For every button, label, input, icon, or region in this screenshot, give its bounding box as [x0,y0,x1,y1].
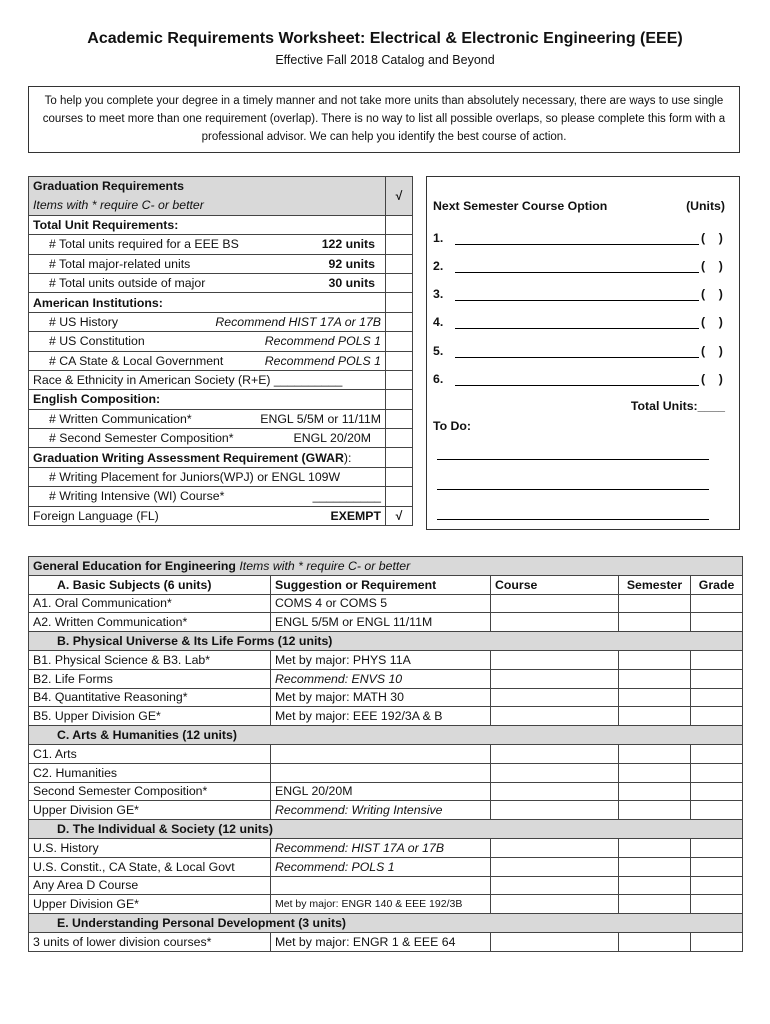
course-cell[interactable] [491,744,619,763]
course-cell[interactable] [491,669,619,688]
semester-cell[interactable] [619,688,691,707]
ge-suggestion: COMS 4 or COMS 5 [271,594,491,613]
ge-suggestion: Met by major: MATH 30 [271,688,491,707]
grade-cell[interactable] [691,895,743,914]
ge-label: Upper Division GE* [29,895,271,914]
ge-suggestion: Met by major: PHYS 11A [271,650,491,669]
section-c-heading: C. Arts & Humanities (12 units) [29,726,743,745]
ge-label: A2. Written Communication* [29,613,271,632]
gwar-heading: Graduation Writing Assessment Requirement (GWAR): [29,448,386,467]
grade-cell[interactable] [691,650,743,669]
semester-cell[interactable] [619,669,691,688]
course-option-line[interactable]: 4. ( ) [433,315,723,329]
grade-cell[interactable] [691,744,743,763]
course-cell[interactable] [491,763,619,782]
intro-box: To help you complete your degree in a timely manner and not take more units than absolutely necessary, there are ways to use single courses to meet more than one requirement (overlap). There is no way to list all possible overlaps, so please complete this form with a professional advisor. We can help you identify the best course of action. [28,86,740,153]
total-units-heading: Total Unit Requirements: [29,215,386,234]
semester-cell[interactable] [619,932,691,951]
course-option-line[interactable]: 6. ( ) [433,372,723,386]
ge-label: A1. Oral Communication* [29,594,271,613]
todo-line[interactable] [437,519,709,520]
check-cell[interactable] [386,235,413,254]
semester-cell[interactable] [619,594,691,613]
grade-cell[interactable] [691,707,743,726]
ge-label: B5. Upper Division GE* [29,707,271,726]
check-cell[interactable] [386,351,413,370]
course-cell[interactable] [491,801,619,820]
course-cell[interactable] [491,650,619,669]
grade-cell[interactable] [691,688,743,707]
ge-suggestion: Met by major: ENGR 1 & EEE 64 [271,932,491,951]
ge-label: B1. Physical Science & B3. Lab* [29,650,271,669]
grade-cell[interactable] [691,669,743,688]
todo-line[interactable] [437,459,709,460]
semester-cell[interactable] [619,782,691,801]
ge-suggestion: Recommend: ENVS 10 [271,669,491,688]
ge-label: U.S. Constit., CA State, & Local Govt [29,857,271,876]
ge-suggestion: Recommend: Writing Intensive [271,801,491,820]
american-row: # CA State & Local Government Recommend POLS 1 [29,351,386,370]
check-cell[interactable] [386,293,413,312]
semester-cell[interactable] [619,876,691,895]
section-d-heading: D. The Individual & Society (12 units) [29,820,743,839]
todo-line[interactable] [437,489,709,490]
page-subtitle: Effective Fall 2018 Catalog and Beyond [275,53,495,67]
ge-suggestion: Recommend: HIST 17A or 17B [271,838,491,857]
course-cell[interactable] [491,594,619,613]
semester-cell[interactable] [619,838,691,857]
check-cell[interactable] [386,215,413,234]
ge-title: General Education for Engineering Items with * require C- or better [29,557,743,576]
col-course-header: Course [491,575,619,594]
semester-cell[interactable] [619,857,691,876]
next-semester-header: Next Semester Course Option (Units) [433,199,725,213]
col-semester-header: Semester [619,575,691,594]
check-cell[interactable] [386,467,413,486]
course-cell[interactable] [491,613,619,632]
american-row: # US Constitution Recommend POLS 1 [29,332,386,351]
check-cell[interactable] [386,448,413,467]
grad-title: Graduation Requirements [29,177,386,196]
section-b-heading: B. Physical Universe & Its Life Forms (12 units) [29,632,743,651]
check-cell[interactable] [386,409,413,428]
grade-cell[interactable] [691,838,743,857]
ge-label: U.S. History [29,838,271,857]
course-cell[interactable] [491,895,619,914]
course-option-line[interactable]: 2. ( ) [433,259,723,273]
ge-suggestion: Met by major: EEE 192/3A & B [271,707,491,726]
next-semester-box [426,176,740,530]
ge-suggestion: ENGL 5/5M or ENGL 11/11M [271,613,491,632]
semester-cell[interactable] [619,744,691,763]
section-a-heading: A. Basic Subjects (6 units) [29,575,271,594]
ge-label: 3 units of lower division courses* [29,932,271,951]
check-cell[interactable] [386,312,413,331]
ge-label: C2. Humanities [29,763,271,782]
col-suggestion-header: Suggestion or Requirement [271,575,491,594]
course-option-line[interactable]: 3. ( ) [433,287,723,301]
english-row: # Second Semester Composition* ENGL 20/20M [29,429,386,448]
english-row: # Written Communication* ENGL 5/5M or 11/11M [29,409,386,428]
total-units-row: # Total major-related units 92 units [29,254,386,273]
english-composition-heading: English Composition: [29,390,386,409]
ge-suggestion [271,763,491,782]
course-option-line[interactable]: 5. ( ) [433,344,723,358]
ge-label: B4. Quantitative Reasoning* [29,688,271,707]
semester-cell[interactable] [619,613,691,632]
ge-label: Upper Division GE* [29,801,271,820]
american-institutions-heading: American Institutions: [29,293,386,312]
total-units-row: # Total units outside of major 30 units [29,273,386,292]
course-cell[interactable] [491,857,619,876]
ge-suggestion [271,744,491,763]
page-title: Academic Requirements Worksheet: Electrical & Electronic Engineering (EEE) [87,30,683,47]
ge-suggestion: Recommend: POLS 1 [271,857,491,876]
check-column-header: √ [386,177,413,216]
grade-cell[interactable] [691,801,743,820]
semester-cell[interactable] [619,707,691,726]
semester-cell[interactable] [619,763,691,782]
grade-cell[interactable] [691,932,743,951]
check-cell[interactable]: √ [386,506,413,525]
course-cell[interactable] [491,688,619,707]
foreign-language-row: Foreign Language (FL) EXEMPT [29,506,386,525]
total-units-row: # Total units required for a EEE BS 122 units [29,235,386,254]
check-cell[interactable] [386,273,413,292]
gwar-row: # Writing Placement for Juniors(WPJ) or ENGL 109W [29,467,386,486]
graduation-requirements-table [28,176,413,526]
grade-cell[interactable] [691,876,743,895]
check-cell[interactable] [386,429,413,448]
grade-cell[interactable] [691,857,743,876]
general-education-table [28,556,743,952]
check-cell[interactable] [386,332,413,351]
semester-cell[interactable] [619,650,691,669]
total-units-label[interactable]: Total Units:____ [630,399,725,413]
check-cell[interactable] [386,254,413,273]
american-row: # US History Recommend HIST 17A or 17B [29,312,386,331]
ge-label: B2. Life Forms [29,669,271,688]
race-ethnicity-row: Race & Ethnicity in American Society (R+E) __________ [29,370,386,389]
course-cell[interactable] [491,876,619,895]
course-cell[interactable] [491,838,619,857]
semester-cell[interactable] [619,895,691,914]
ge-suggestion [271,876,491,895]
col-grade-header: Grade [691,575,743,594]
grade-cell[interactable] [691,782,743,801]
ge-suggestion: Met by major: ENGR 140 & EEE 192/3B [271,895,491,914]
check-cell[interactable] [386,370,413,389]
check-cell[interactable] [386,390,413,409]
grade-cell[interactable] [691,594,743,613]
ge-label: Second Semester Composition* [29,782,271,801]
ge-label: Any Area D Course [29,876,271,895]
course-cell[interactable] [491,782,619,801]
ge-label: C1. Arts [29,744,271,763]
grad-note: Items with * require C- or better [29,196,386,215]
gwar-row: # Writing Intensive (WI) Course* __________ [29,487,386,506]
course-cell[interactable] [491,707,619,726]
ge-suggestion: ENGL 20/20M [271,782,491,801]
semester-cell[interactable] [619,801,691,820]
course-option-line[interactable]: 1. ( ) [433,231,723,245]
grade-cell[interactable] [691,763,743,782]
section-e-heading: E. Understanding Personal Development (3 units) [29,914,743,933]
course-cell[interactable] [491,932,619,951]
check-cell[interactable] [386,487,413,506]
todo-label: To Do: [433,419,472,433]
grade-cell[interactable] [691,613,743,632]
